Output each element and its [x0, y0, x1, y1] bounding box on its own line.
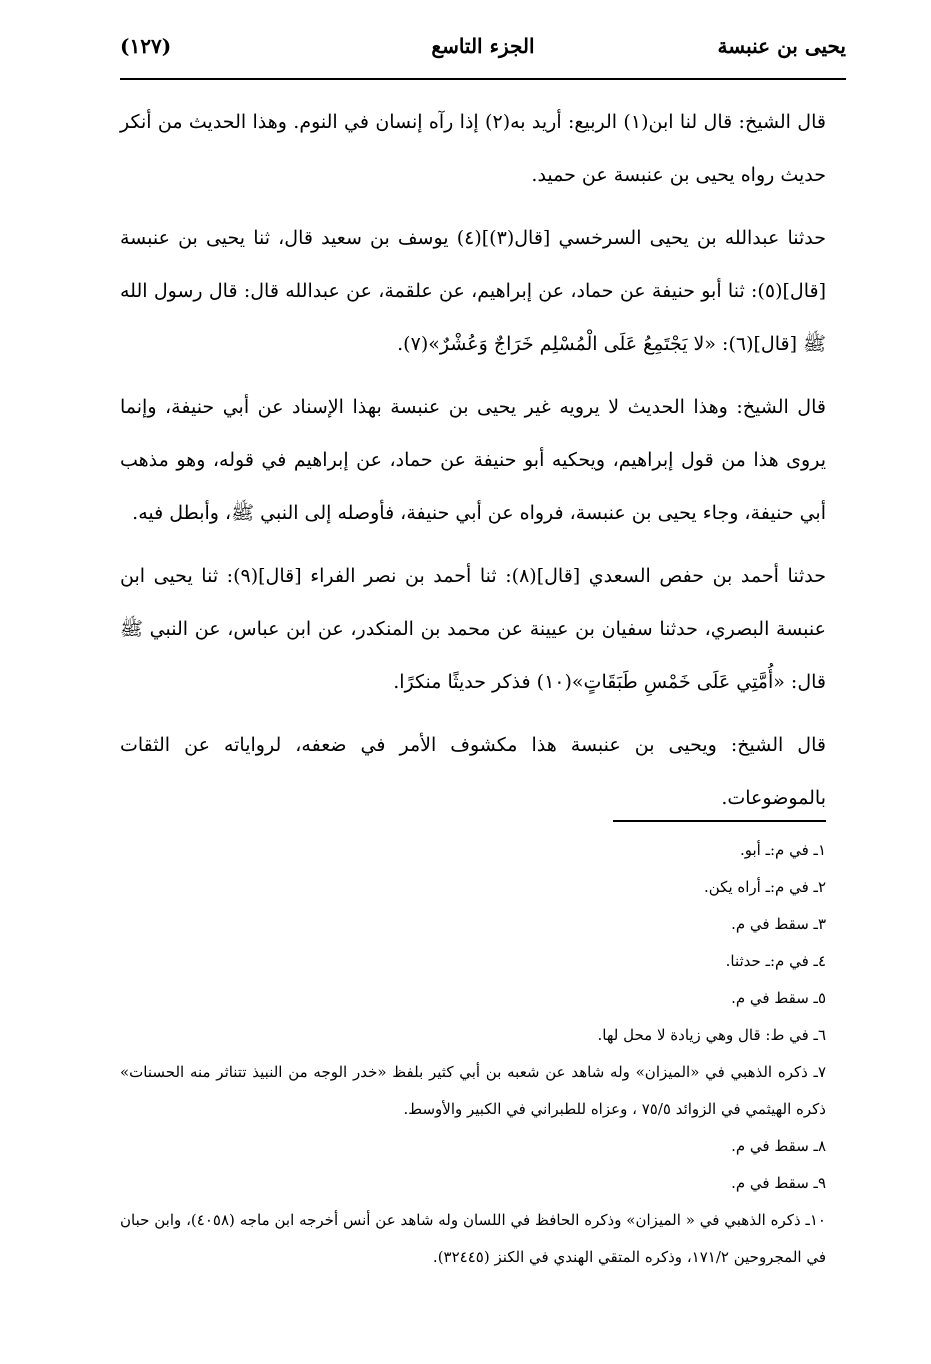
paragraph: حدثنا أحمد بن حفص السعدي [قال](٨): ثنا أحمد بن نصر الفراء [قال](٩): ثنا يحيى ابن عنبسة البصري، حدثنا سفيان بن عيينة عن محمد بن المنكدر، عن ابن عباس، عن النبي ﷺ قال: «أُمَّتِي عَلَى خَمْسِ طَبَقَاتٍ»(١٠) فذكر حديثًا منكرًا. — [120, 565, 826, 693]
page-number: (١٢٧) — [120, 34, 172, 58]
main-text — [120, 96, 826, 835]
footnote: ٤ـ في م:ـ حدثنا. — [725, 952, 826, 970]
footnote: ١ـ في م:ـ أبو. — [739, 841, 826, 859]
footnote: ٧ـ ذكره الذهبي في «الميزان» وله شاهد عن شعبه بن أبي كثير بلفظ «خدر الوجه من النبيذ تتناثر منه الحسنات» ذكره الهيثمي في الزوائد ٧٥/٥ ، وعزاه للطبراني في الكبير والأوسط. — [120, 1063, 826, 1118]
footnote: ٨ـ سقط في م. — [731, 1137, 826, 1155]
running-head-title: يحيى بن عنبسة — [717, 34, 846, 58]
footnote: ٥ـ سقط في م. — [731, 989, 826, 1007]
footnote: ١٠ـ ذكره الذهبي في « الميزان» وذكره الحافظ في اللسان وله شاهد عن أنس أخرجه ابن ماجه (٤٠٥٨)، وابن حبان في المجروحين ١٧١/٢، وذكره المتقي الهندي في الكنز (٣٢٤٤٥). — [120, 1211, 826, 1266]
paragraph: قال الشيخ: ويحيى بن عنبسة هذا مكشوف الأمر في ضعفه، لرواياته عن الثقات بالموضوعات. — [120, 734, 826, 809]
footnote: ٩ـ سقط في م. — [731, 1174, 826, 1192]
footnote: ٣ـ سقط في م. — [731, 915, 826, 933]
header-rule — [120, 78, 846, 80]
footnotes — [120, 832, 826, 1276]
page-header — [120, 28, 846, 72]
running-head-part: الجزء التاسع — [431, 34, 535, 58]
footnote: ٦ـ في ط: قال وهي زيادة لا محل لها. — [597, 1026, 826, 1044]
footnote: ٢ـ في م:ـ أراه يكن. — [703, 878, 826, 896]
footnote-separator — [613, 820, 826, 822]
paragraph: قال الشيخ: قال لنا ابن(١) الربيع: أريد به(٢) إذا رآه إنسان في النوم. وهذا الحديث من أنكر حديث رواه يحيى بن عنبسة عن حميد. — [120, 111, 826, 186]
paragraph: قال الشيخ: وهذا الحديث لا يرويه غير يحيى بن عنبسة بهذا الإسناد عن أبي حنيفة، وإنما يروى هذا من قول إبراهيم، ويحكيه أبو حنيفة عن حماد، عن إبراهيم في قوله، وهو مذهب أبي حنيفة، وجاء يحيى بن عنبسة، فرواه عن أبي حنيفة، فأوصله إلى النبي ﷺ، وأبطل فيه. — [120, 396, 826, 524]
paragraph: حدثنا عبدالله بن يحيى السرخسي [قال(٣)](٤) يوسف بن سعيد قال، ثنا يحيى بن عنبسة [قال](٥): ثنا أبو حنيفة عن حماد، عن إبراهيم، عن علقمة، عن عبدالله قال: قال رسول الله ﷺ [قال](٦): «لا يَجْتَمِعُ عَلَى الْمُسْلِم خَرَاجٌ وَعُشْرٌ»(٧). — [120, 227, 826, 355]
